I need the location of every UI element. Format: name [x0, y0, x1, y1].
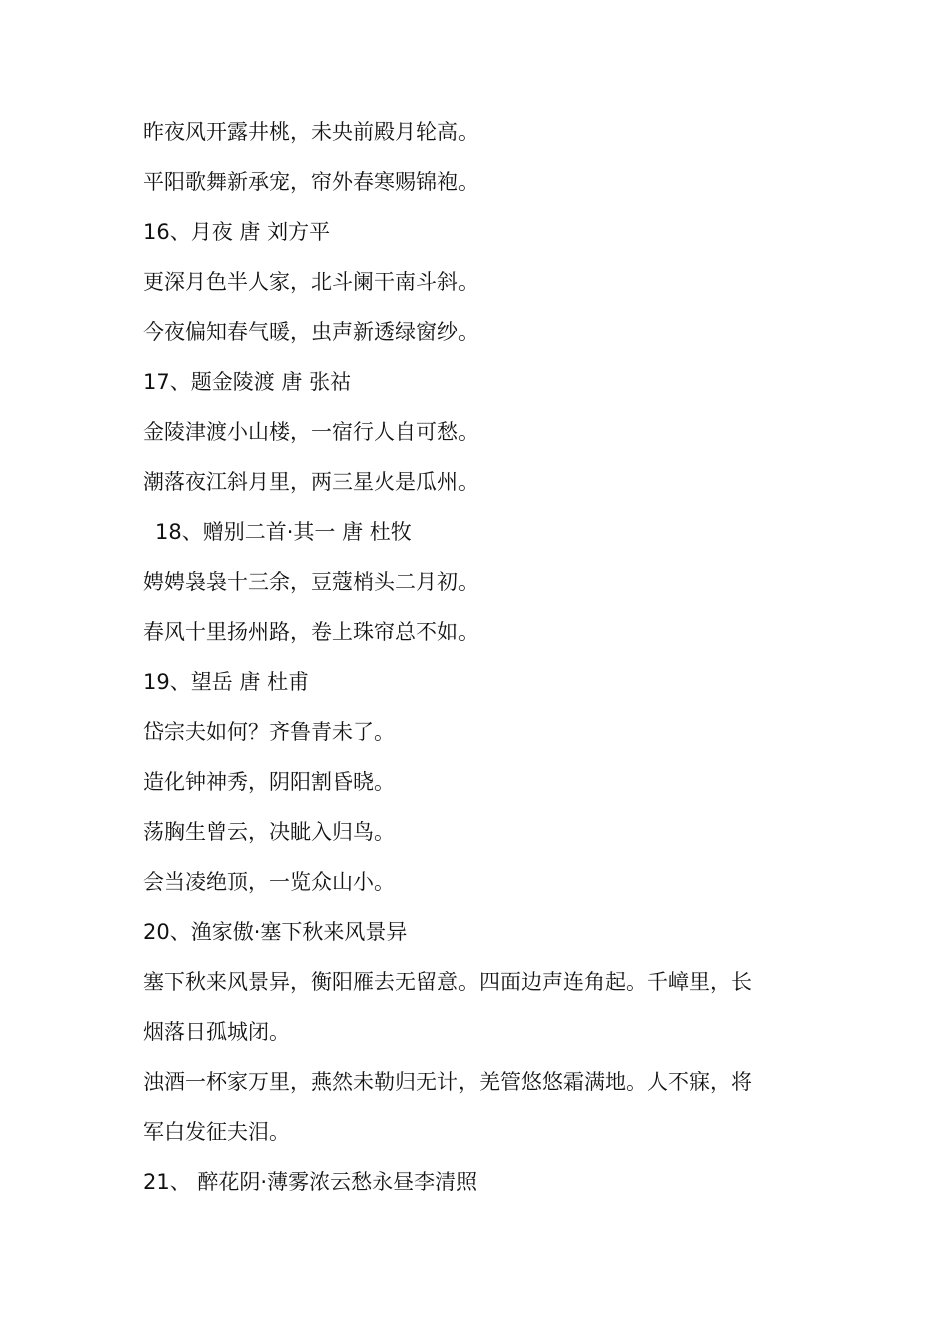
poem-15-line-1: 昨夜风开露井桃，未央前殿月轮高。 [143, 120, 479, 144]
poem-15-line-2: 平阳歌舞新承宠，帘外春寒赐锦袍。 [143, 170, 479, 194]
poem-18-line-2: 春风十里扬州路，卷上珠帘总不如。 [143, 620, 479, 644]
poem-19-line-3: 荡胸生曾云，决眦入归鸟。 [143, 820, 395, 844]
poem-16-line-2: 今夜偏知春气暖，虫声新透绿窗纱。 [143, 320, 479, 344]
poem-20-heading: 20、渔家傲·塞下秋来风景异 [143, 920, 408, 944]
poem-16-heading: 16、月夜 唐 刘方平 [143, 220, 331, 244]
poem-18-line-1: 娉娉袅袅十三余，豆蔻梢头二月初。 [143, 570, 479, 594]
poem-19-line-2: 造化钟神秀，阴阳割昏晓。 [143, 770, 395, 794]
poem-16-line-1: 更深月色半人家，北斗阑干南斗斜。 [143, 270, 479, 294]
poem-17-heading: 17、题金陵渡 唐 张祜 [143, 370, 352, 394]
poem-20-line-3: 浊酒一杯家万里，燕然未勒归无计，羌管悠悠霜满地。人不寐，将 [143, 1070, 752, 1094]
poem-20-line-2: 烟落日孤城闭。 [143, 1020, 290, 1044]
poem-20-line-4: 军白发征夫泪。 [143, 1120, 290, 1144]
poem-18-heading: 18、赠别二首·其一 唐 杜牧 [155, 520, 412, 544]
poem-19-line-4: 会当凌绝顶，一览众山小。 [143, 870, 395, 894]
poem-20-line-1: 塞下秋来风景异，衡阳雁去无留意。四面边声连角起。千嶂里，长 [143, 970, 752, 994]
poem-19-heading: 19、望岳 唐 杜甫 [143, 670, 310, 694]
poem-21-heading: 21、 醉花阴·薄雾浓云愁永昼李清照 [143, 1170, 478, 1194]
poem-17-line-1: 金陵津渡小山楼，一宿行人自可愁。 [143, 420, 479, 444]
poem-17-line-2: 潮落夜江斜月里，两三星火是瓜州。 [143, 470, 479, 494]
poem-19-line-1: 岱宗夫如何？齐鲁青未了。 [143, 720, 395, 744]
